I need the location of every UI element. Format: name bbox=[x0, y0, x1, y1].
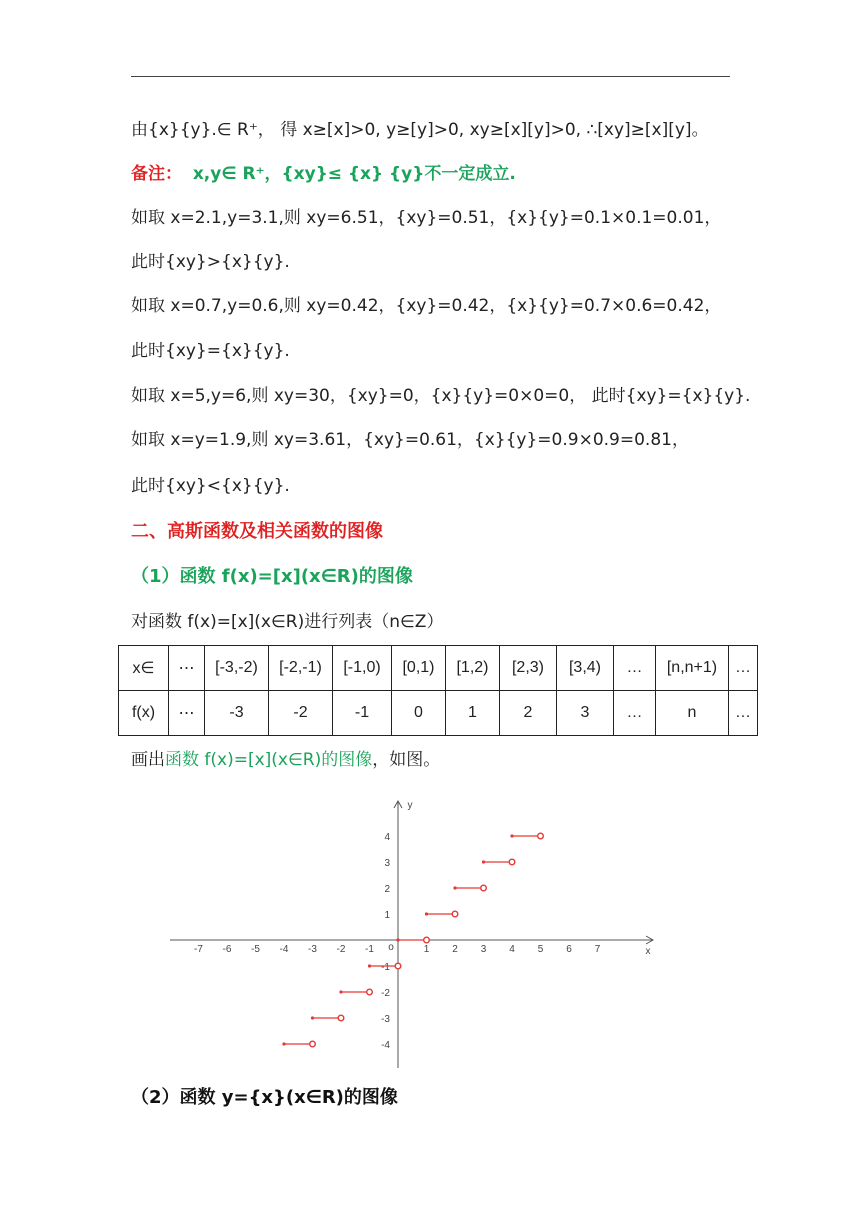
x-tick-label: 6 bbox=[566, 944, 572, 955]
open-endpoint bbox=[538, 833, 544, 839]
x-tick-label: 5 bbox=[537, 944, 544, 955]
table-cell: [0,1) bbox=[392, 646, 446, 691]
table-cell: ⋯ bbox=[169, 691, 205, 736]
graph-caption-suffix: ，如图。 bbox=[372, 750, 441, 770]
table-cell: -2 bbox=[269, 691, 333, 736]
table-cell: ⋯ bbox=[169, 646, 205, 691]
x-tick-label: 7 bbox=[594, 944, 601, 955]
text-line-9: 此时{xy}<{x}{y}. bbox=[131, 476, 290, 496]
table-cell: n bbox=[656, 691, 729, 736]
note-line bbox=[131, 162, 516, 186]
y-tick-label: -3 bbox=[381, 1014, 390, 1025]
graph-caption-prefix: 画出 bbox=[131, 750, 165, 770]
origin-label: o bbox=[388, 942, 394, 953]
closed-endpoint bbox=[510, 834, 513, 837]
table-cell: 1 bbox=[446, 691, 500, 736]
y-tick-label: -1 bbox=[381, 962, 390, 973]
text-line-8: 如取 x=y=1.9,则 xy=3.61，{xy}=0.61，{x}{y}=0.9×0.9=0.81， bbox=[131, 430, 689, 450]
text-line-6: 此时{xy}={x}{y}. bbox=[131, 341, 290, 361]
header-rule bbox=[131, 76, 730, 77]
table-cell: f(x) bbox=[119, 691, 169, 736]
closed-endpoint bbox=[396, 938, 399, 941]
x-tick-label: -2 bbox=[336, 944, 346, 955]
x-axis-label: x bbox=[645, 946, 651, 957]
y-tick-label: 2 bbox=[384, 884, 390, 895]
table-cell: -1 bbox=[333, 691, 392, 736]
graph-caption-function: 函数 f(x)=[x](x∈R)的图像 bbox=[165, 750, 373, 770]
value-table bbox=[118, 645, 758, 736]
subsection-heading-1: （1）函数 f(x)=[x](x∈R)的图像 bbox=[131, 566, 413, 587]
open-endpoint bbox=[338, 1015, 344, 1021]
table-cell: [3,4) bbox=[557, 646, 614, 691]
x-tick-label: 2 bbox=[452, 944, 458, 955]
y-axis-label: y bbox=[407, 800, 413, 811]
table-cell: [2,3) bbox=[500, 646, 557, 691]
y-tick-label: 4 bbox=[384, 832, 390, 843]
x-tick-label: -1 bbox=[365, 944, 374, 955]
open-endpoint bbox=[481, 885, 487, 891]
table-row bbox=[119, 646, 758, 691]
table-cell: 0 bbox=[392, 691, 446, 736]
open-endpoint bbox=[424, 937, 430, 943]
table-cell: … bbox=[729, 646, 758, 691]
graph-caption bbox=[131, 748, 440, 772]
subsection-heading-2: （2）函数 y={x}(x∈R)的图像 bbox=[131, 1087, 398, 1108]
x-tick-label: 1 bbox=[423, 944, 430, 955]
closed-endpoint bbox=[425, 912, 428, 915]
note-label: 备注： bbox=[131, 164, 182, 184]
text-line-3: 如取 x=2.1,y=3.1,则 xy=6.51，{xy}=0.51，{x}{y}=0.1×0.1=0.01， bbox=[131, 208, 722, 228]
table-cell: … bbox=[614, 646, 656, 691]
table-cell: 2 bbox=[500, 691, 557, 736]
y-tick-label: 1 bbox=[384, 910, 390, 921]
text-line-1: 由{x}{y}.∈ R⁺， 得 x≥[x]>0, y≥[y]>0, xy≥[x][y]>0, ∴[xy]≥[x][y]。 bbox=[131, 120, 709, 140]
open-endpoint bbox=[310, 1041, 316, 1047]
y-tick-label: 3 bbox=[384, 858, 390, 869]
closed-endpoint bbox=[453, 886, 456, 889]
table-cell: [n,n+1) bbox=[656, 646, 729, 691]
x-tick-label: -6 bbox=[222, 944, 232, 955]
table-cell: -3 bbox=[205, 691, 269, 736]
closed-endpoint bbox=[482, 860, 485, 863]
y-tick-label: -2 bbox=[381, 988, 390, 999]
x-tick-label: 3 bbox=[480, 944, 487, 955]
closed-endpoint bbox=[282, 1042, 285, 1045]
floor-function-graph bbox=[160, 792, 680, 1078]
table-cell: [1,2) bbox=[446, 646, 500, 691]
open-endpoint bbox=[509, 859, 515, 865]
note-text: x,y∈ R⁺，{xy}≤ {x} {y}不一定成立. bbox=[192, 164, 516, 184]
table-cell: … bbox=[614, 691, 656, 736]
table-cell: … bbox=[729, 691, 758, 736]
closed-endpoint bbox=[311, 1016, 314, 1019]
x-tick-label: -5 bbox=[251, 944, 260, 955]
closed-endpoint bbox=[339, 990, 342, 993]
x-tick-label: -3 bbox=[308, 944, 317, 955]
table-cell: x∈ bbox=[119, 646, 169, 691]
open-endpoint bbox=[367, 989, 373, 995]
table-cell: [-2,-1) bbox=[269, 646, 333, 691]
y-tick-label: -4 bbox=[381, 1040, 390, 1051]
text-line-4: 此时{xy}>{x}{y}. bbox=[131, 252, 290, 272]
table-cell: [-1,0) bbox=[333, 646, 392, 691]
open-endpoint bbox=[452, 911, 458, 917]
closed-endpoint bbox=[368, 964, 371, 967]
x-tick-label: 4 bbox=[509, 944, 515, 955]
open-endpoint bbox=[395, 963, 401, 969]
x-tick-label: -4 bbox=[279, 944, 289, 955]
table-row bbox=[119, 691, 758, 736]
table-cell: [-3,-2) bbox=[205, 646, 269, 691]
text-line-7: 如取 x=5,y=6,则 xy=30，{xy}=0，{x}{y}=0×0=0， 此时{xy}={x}{y}. bbox=[131, 386, 751, 406]
table-cell: 3 bbox=[557, 691, 614, 736]
x-tick-label: -7 bbox=[194, 944, 203, 955]
text-line-5: 如取 x=0.7,y=0.6,则 xy=0.42，{xy}=0.42，{x}{y}=0.7×0.6=0.42， bbox=[131, 296, 722, 316]
table-intro: 对函数 f(x)=[x](x∈R)进行列表（n∈Z） bbox=[131, 612, 444, 632]
section-heading: 二、高斯函数及相关函数的图像 bbox=[131, 521, 383, 542]
